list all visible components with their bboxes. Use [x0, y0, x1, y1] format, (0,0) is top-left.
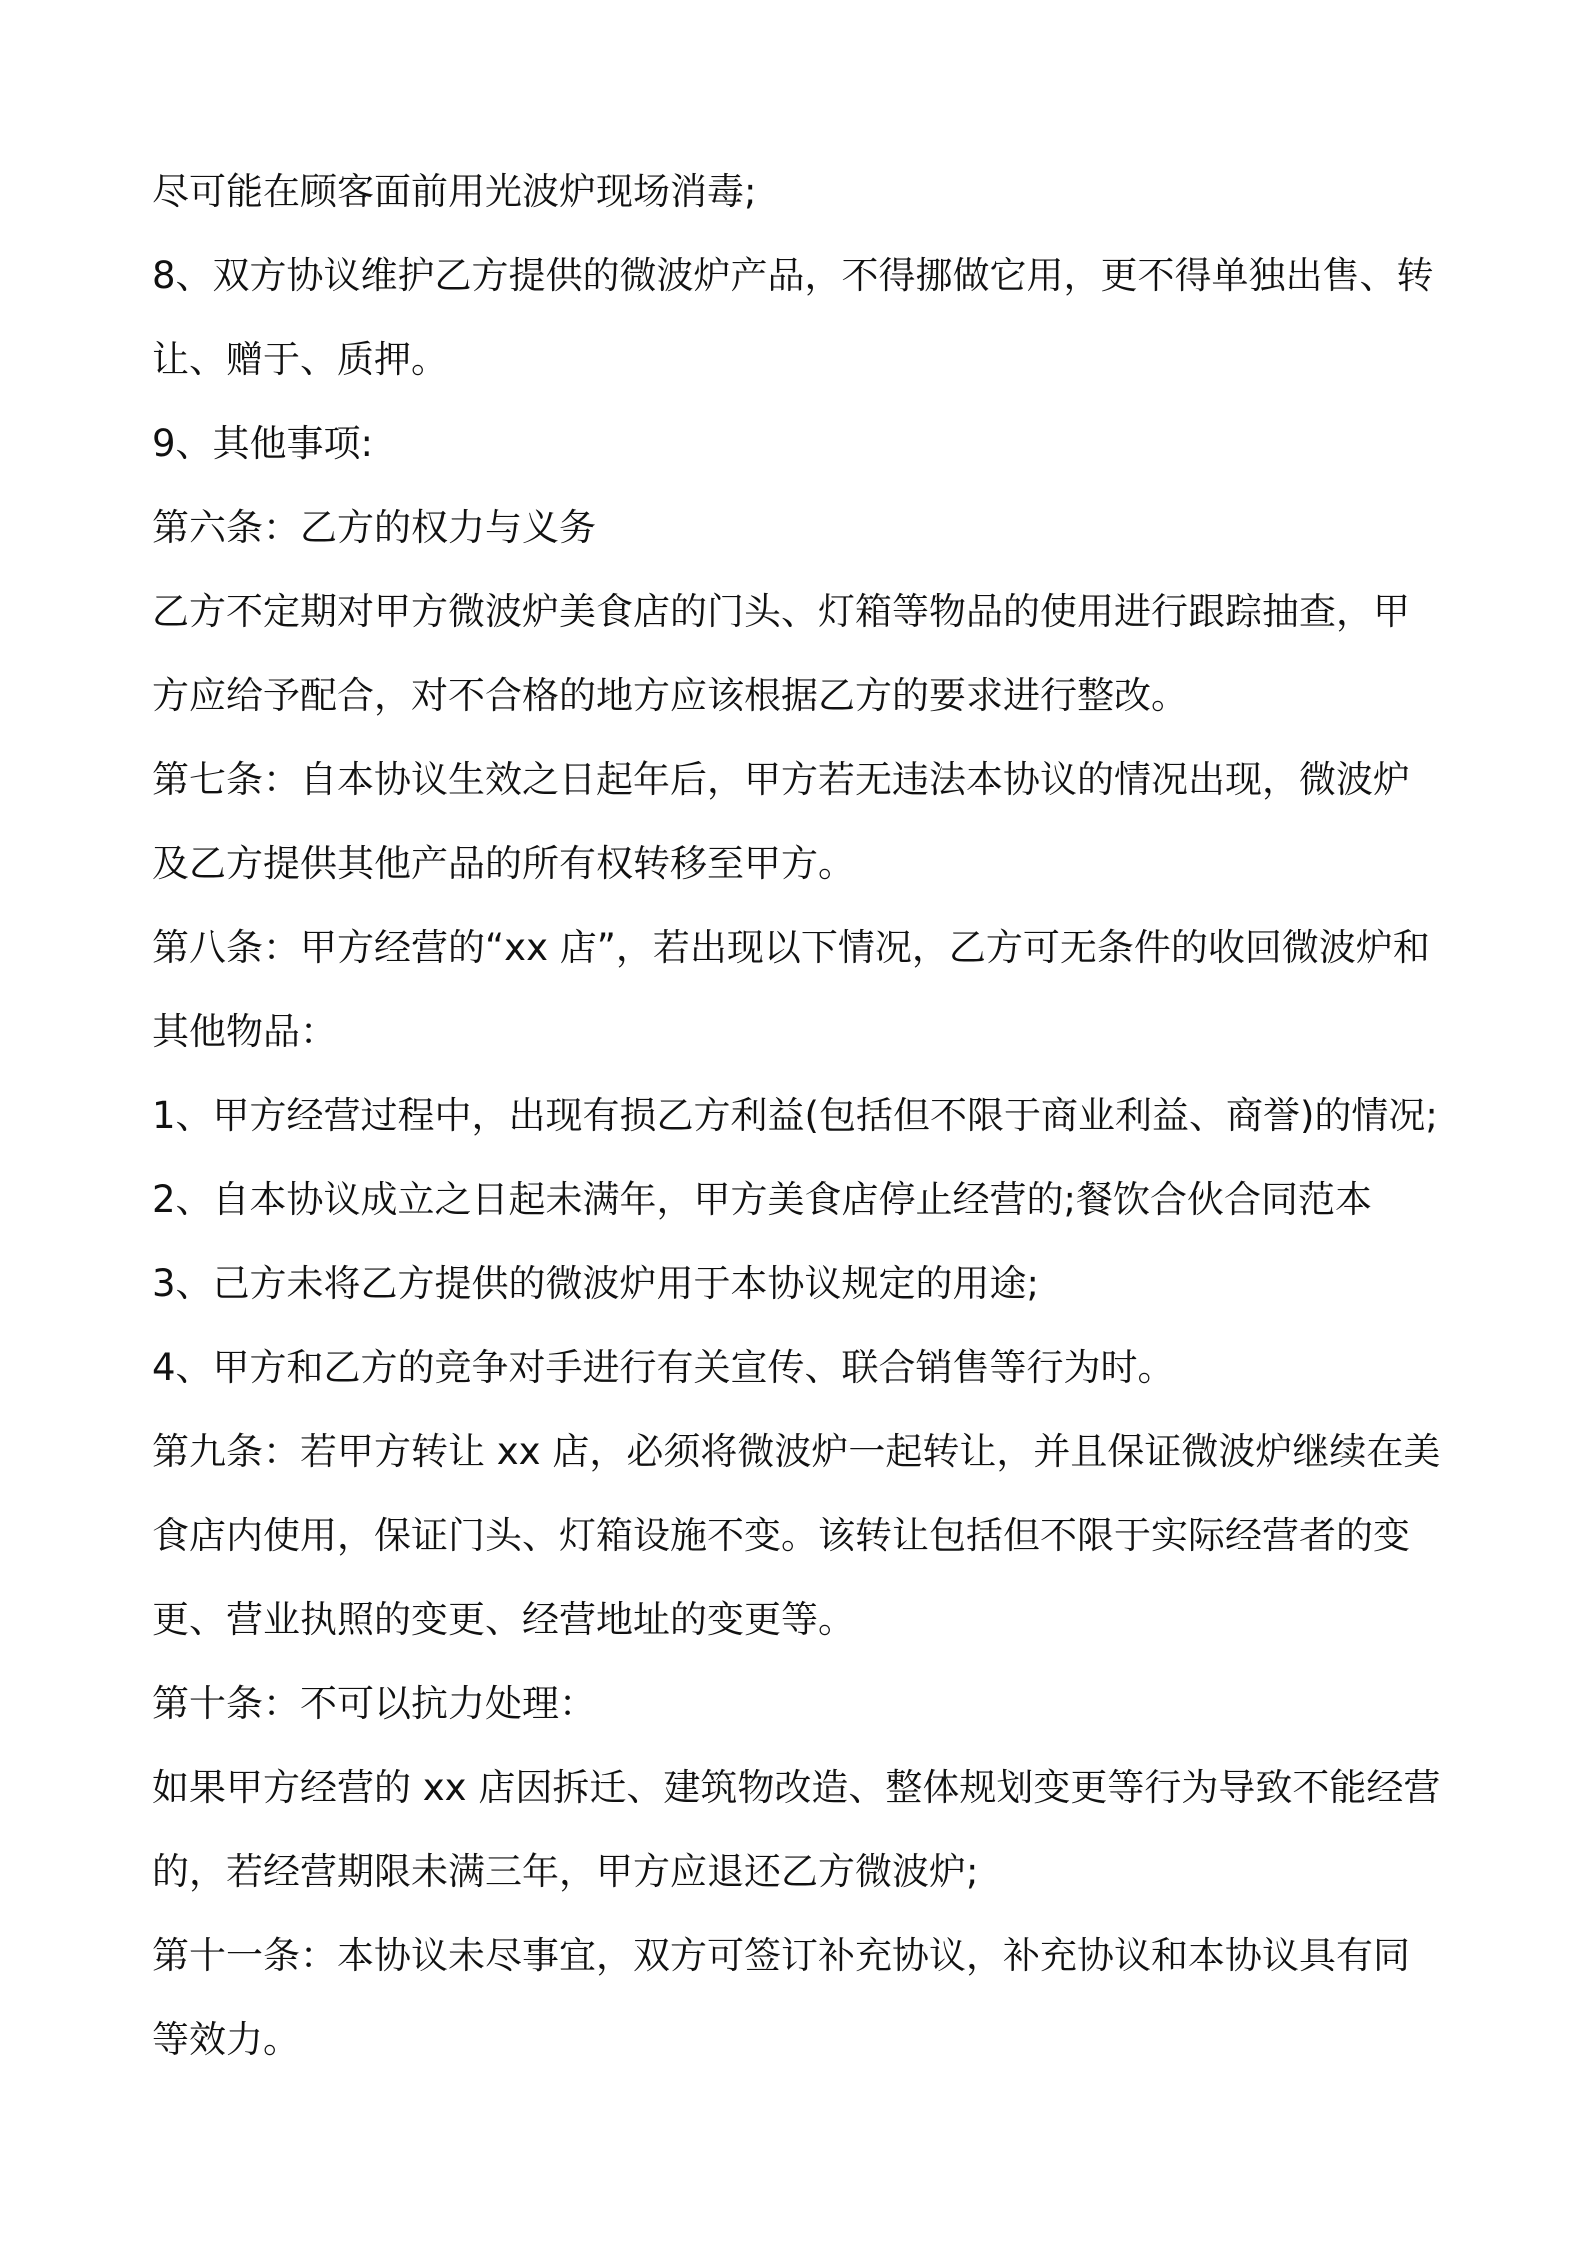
- text-line: 乙方不定期对甲方微波炉美食店的门头、灯箱等物品的使用进行跟踪抽查，甲: [152, 590, 1410, 633]
- text-line: 8、双方协议维护乙方提供的微波炉产品，不得挪做它用，更不得单独出售、转: [152, 254, 1434, 297]
- list-item: 3、己方未将乙方提供的微波炉用于本协议规定的用途;: [152, 1262, 1040, 1305]
- section-heading: 第十条：不可以抗力处理：: [152, 1682, 596, 1725]
- text-line: 及乙方提供其他产品的所有权转移至甲方。: [152, 842, 855, 885]
- section-heading: 第八条：甲方经营的“xx 店”，若出现以下情况，乙方可无条件的收回微波炉和: [152, 926, 1430, 969]
- text-line: 让、赠于、质押。: [152, 338, 448, 381]
- list-item: 1、甲方经营过程中，出现有损乙方利益(包括但不限于商业利益、商誉)的情况;: [152, 1094, 1438, 1137]
- text-line: 9、其他事项:: [152, 422, 374, 465]
- list-item: 2、自本协议成立之日起未满年，甲方美食店停止经营的;餐饮合伙合同范本: [152, 1178, 1373, 1221]
- section-heading: 第七条：自本协议生效之日起年后，甲方若无违法本协议的情况出现，微波炉: [152, 758, 1410, 801]
- text-line: 更、营业执照的变更、经营地址的变更等。: [152, 1598, 855, 1641]
- text-line: 的，若经营期限未满三年，甲方应退还乙方微波炉;: [152, 1850, 979, 1893]
- section-heading: 第十一条：本协议未尽事宜，双方可签订补充协议，补充协议和本协议具有同: [152, 1934, 1410, 1977]
- text-line: 食店内使用，保证门头、灯箱设施不变。该转让包括但不限于实际经营者的变: [152, 1514, 1410, 1557]
- text-line: 等效力。: [152, 2018, 300, 2061]
- text-line: 尽可能在顾客面前用光波炉现场消毒;: [152, 170, 757, 213]
- document-body: [152, 150, 1452, 2082]
- list-item: 4、甲方和乙方的竞争对手进行有关宣传、联合销售等行为时。: [152, 1346, 1175, 1389]
- section-heading: 第九条：若甲方转让 xx 店，必须将微波炉一起转让，并且保证微波炉继续在美: [152, 1430, 1441, 1473]
- text-line: 方应给予配合，对不合格的地方应该根据乙方的要求进行整改。: [152, 674, 1188, 717]
- section-heading: 第六条：乙方的权力与义务: [152, 506, 596, 549]
- text-line: 如果甲方经营的 xx 店因拆迁、建筑物改造、整体规划变更等行为导致不能经营: [152, 1766, 1441, 1809]
- text-line: 其他物品：: [152, 1010, 337, 1053]
